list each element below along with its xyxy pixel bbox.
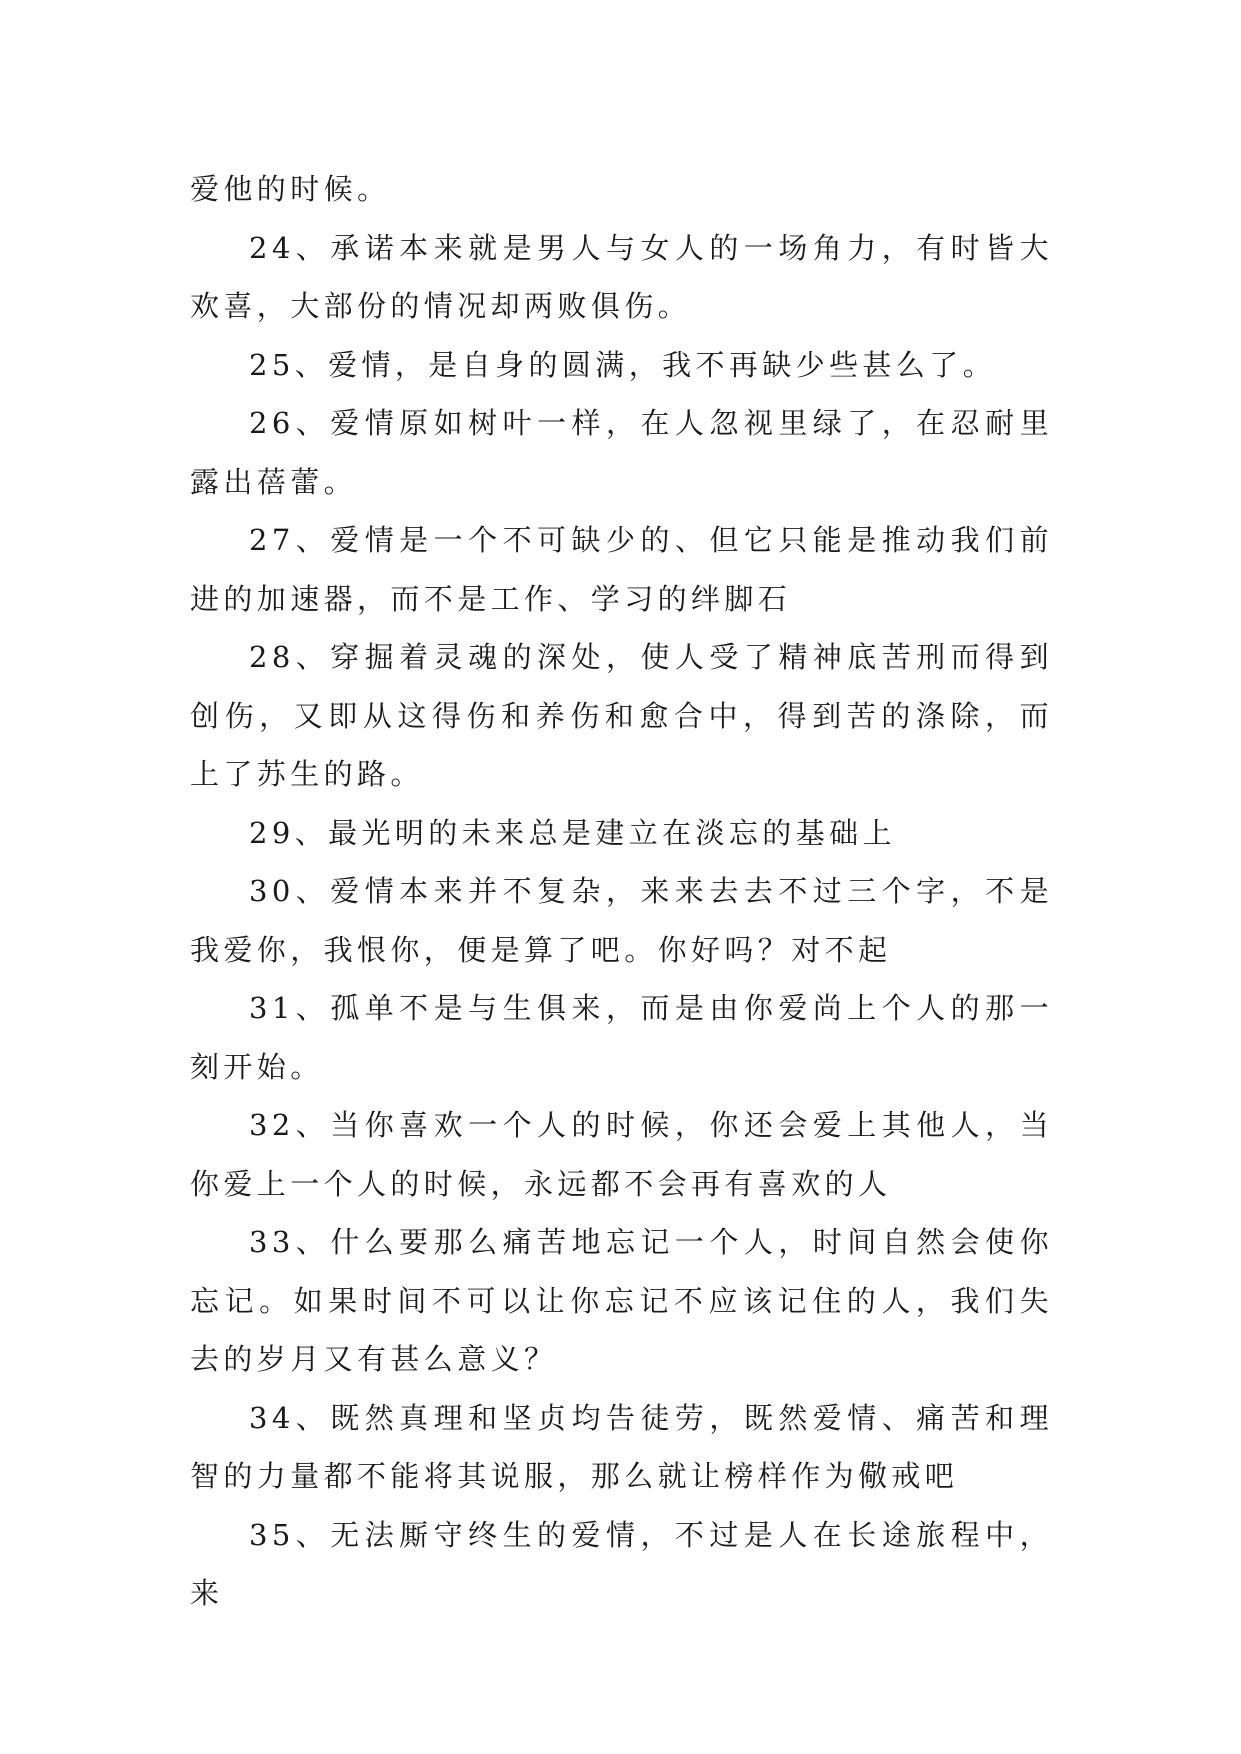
paragraph-33: 33、什么要那么痛苦地忘记一个人，时间自然会使你忘记。如果时间不可以让你忘记不应该记住的人，我们失去的岁月又有甚么意义？ xyxy=(190,1225,1053,1376)
paragraph-30: 30、爱情本来并不复杂，来来去去不过三个字，不是我爱你，我恨你，便是算了吧。你好吗？对不起 xyxy=(190,874,1053,967)
paragraph-32: 32、当你喜欢一个人的时候，你还会爱上其他人，当你爱上一个人的时候，永远都不会再有喜欢的人 xyxy=(190,1108,1053,1201)
paragraph-continuation: 爱他的时候。 xyxy=(190,172,391,206)
paragraph-28: 28、穿掘着灵魂的深处，使人受了精神底苦刑而得到创伤，又即从这得伤和养伤和愈合中，得到苦的涤除，而上了苏生的路。 xyxy=(190,640,1053,791)
paragraph-31: 31、孤单不是与生俱来，而是由你爱尚上个人的那一刻开始。 xyxy=(190,991,1053,1084)
paragraph-27: 27、爱情是一个不可缺少的、但它只能是推动我们前进的加速器，而不是工作、学习的绊脚石 xyxy=(190,523,1053,616)
paragraph-26: 26、爱情原如树叶一样，在人忽视里绿了，在忍耐里露出蓓蕾。 xyxy=(190,406,1053,499)
paragraph-34: 34、既然真理和坚贞均告徒劳，既然爱情、痛苦和理智的力量都不能将其说服，那么就让榜样作为儆戒吧 xyxy=(190,1400,1053,1493)
paragraph-29: 29、最光明的未来总是建立在淡忘的基础上 xyxy=(249,815,896,850)
document-body xyxy=(190,160,1053,1623)
paragraph-25: 25、爱情，是自身的圆满，我不再缺少些甚么了。 xyxy=(249,347,997,382)
paragraph-24: 24、承诺本来就是男人与女人的一场角力，有时皆大欢喜，大部份的情况却两败俱伤。 xyxy=(190,230,1053,323)
paragraph-35: 35、无法厮守终生的爱情，不过是人在长途旅程中，来 xyxy=(190,1517,1053,1610)
